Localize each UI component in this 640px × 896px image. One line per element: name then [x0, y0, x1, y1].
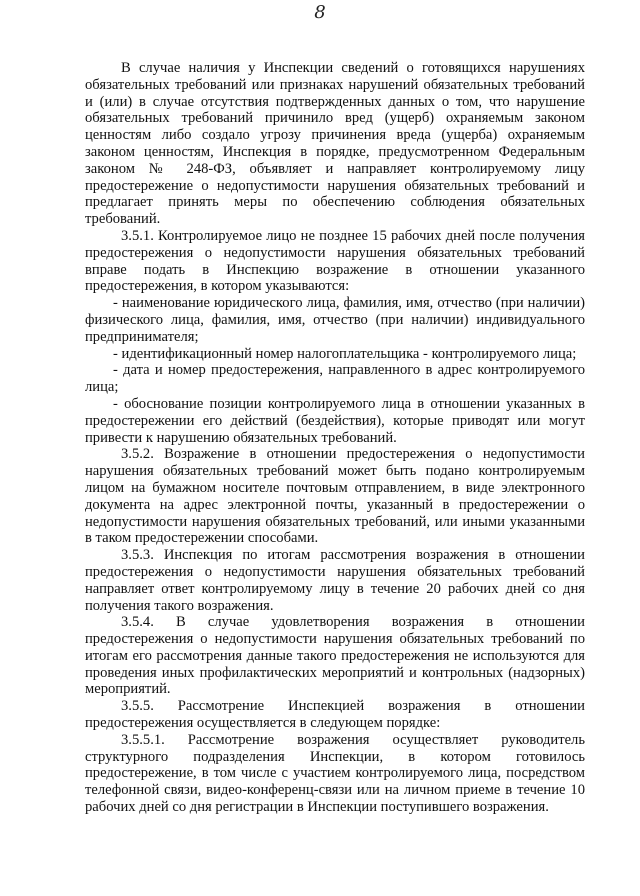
document-body — [85, 60, 585, 816]
list-item-organization-name: - наименование юридического лица, фамилия, имя, отчество (при наличии) физического лица, фамилия, имя, отчество (при наличии) индивидуального предпринимателя; — [85, 295, 585, 345]
list-item-tax-number: - идентификационный номер налогоплательщика - контролируемого лица; — [113, 345, 577, 362]
paragraph-warning-intro: В случае наличия у Инспекции сведений о готовящихся нарушениях обязательных требований или признаках нарушений обязательных требований и (или) в случае отсутствия подтвержденных данных о том, что нарушение обязательных требований причинило вред (ущерб) охраняемым законом ценностям либо создало угрозу причинения вреда (ущерба) охраняемым законом ценностям, Инспекция в порядке, предусмотренном Федеральным законом № 248-ФЗ, объявляет и направляет контролируемому лицу предостережение о недопустимости нарушения обязательных требований и предлагает принять меры по обеспечению соблюдения обязательных требований. — [85, 60, 585, 228]
paragraph-3-5-5: 3.5.5. Рассмотрение Инспекцией возражения в отношении предостережения осуществляется в следующем порядке: — [85, 698, 585, 732]
paragraph-3-5-1: 3.5.1. Контролируемое лицо не позднее 15 рабочих дней после получения предостережения о недопустимости нарушения обязательных требований вправе подать в Инспекцию возражение в отношении указанного предостережения, в котором указываются: — [85, 227, 585, 295]
paragraph-3-5-3: 3.5.3. Инспекция по итогам рассмотрения возражения в отношении предостережения о недопустимости нарушения обязательных требований направляет ответ контролируемому лицу в течение 20 рабочих дней со дня получения такого возражения. — [85, 547, 585, 614]
page-number: 8 — [314, 2, 326, 23]
paragraph-3-5-2: 3.5.2. Возражение в отношении предостережения о недопустимости нарушения обязательных требований может быть подано контролируемым лицом на бумажном носителе почтовым отправлением, в виде электронного документа на адрес электронной почты, указанный в предостережении о недопустимости нарушения обязательных требований, или иными указанными в таком предостережении способами. — [85, 446, 585, 547]
paragraph-3-5-5-1: 3.5.5.1. Рассмотрение возражения осуществляет руководитель структурного подразделения Инспекции, в котором готовилось предостережение, в том числе с участием контролируемого лица, посредством телефонной связи, видео-конференц-связи или на личном приеме в течение 10 рабочих дней со дня регистрации в Инспекции поступившего возражения. — [85, 731, 585, 816]
list-item-warning-date-number: - дата и номер предостережения, направленного в адрес контролируемого лица; — [85, 362, 585, 396]
list-item-position-justification: - обоснование позиции контролируемого лица в отношении указанных в предостережении его действий (бездействия), которые приводят или могут привести к нарушению обязательных требований. — [85, 395, 585, 446]
paragraph-3-5-4: 3.5.4. В случае удовлетворения возражения в отношении предостережения о недопустимости нарушения обязательных требований по итогам его рассмотрения данные такого предостережения не используются для проведения иных профилактических мероприятий и контрольных (надзорных) мероприятий. — [85, 614, 585, 698]
